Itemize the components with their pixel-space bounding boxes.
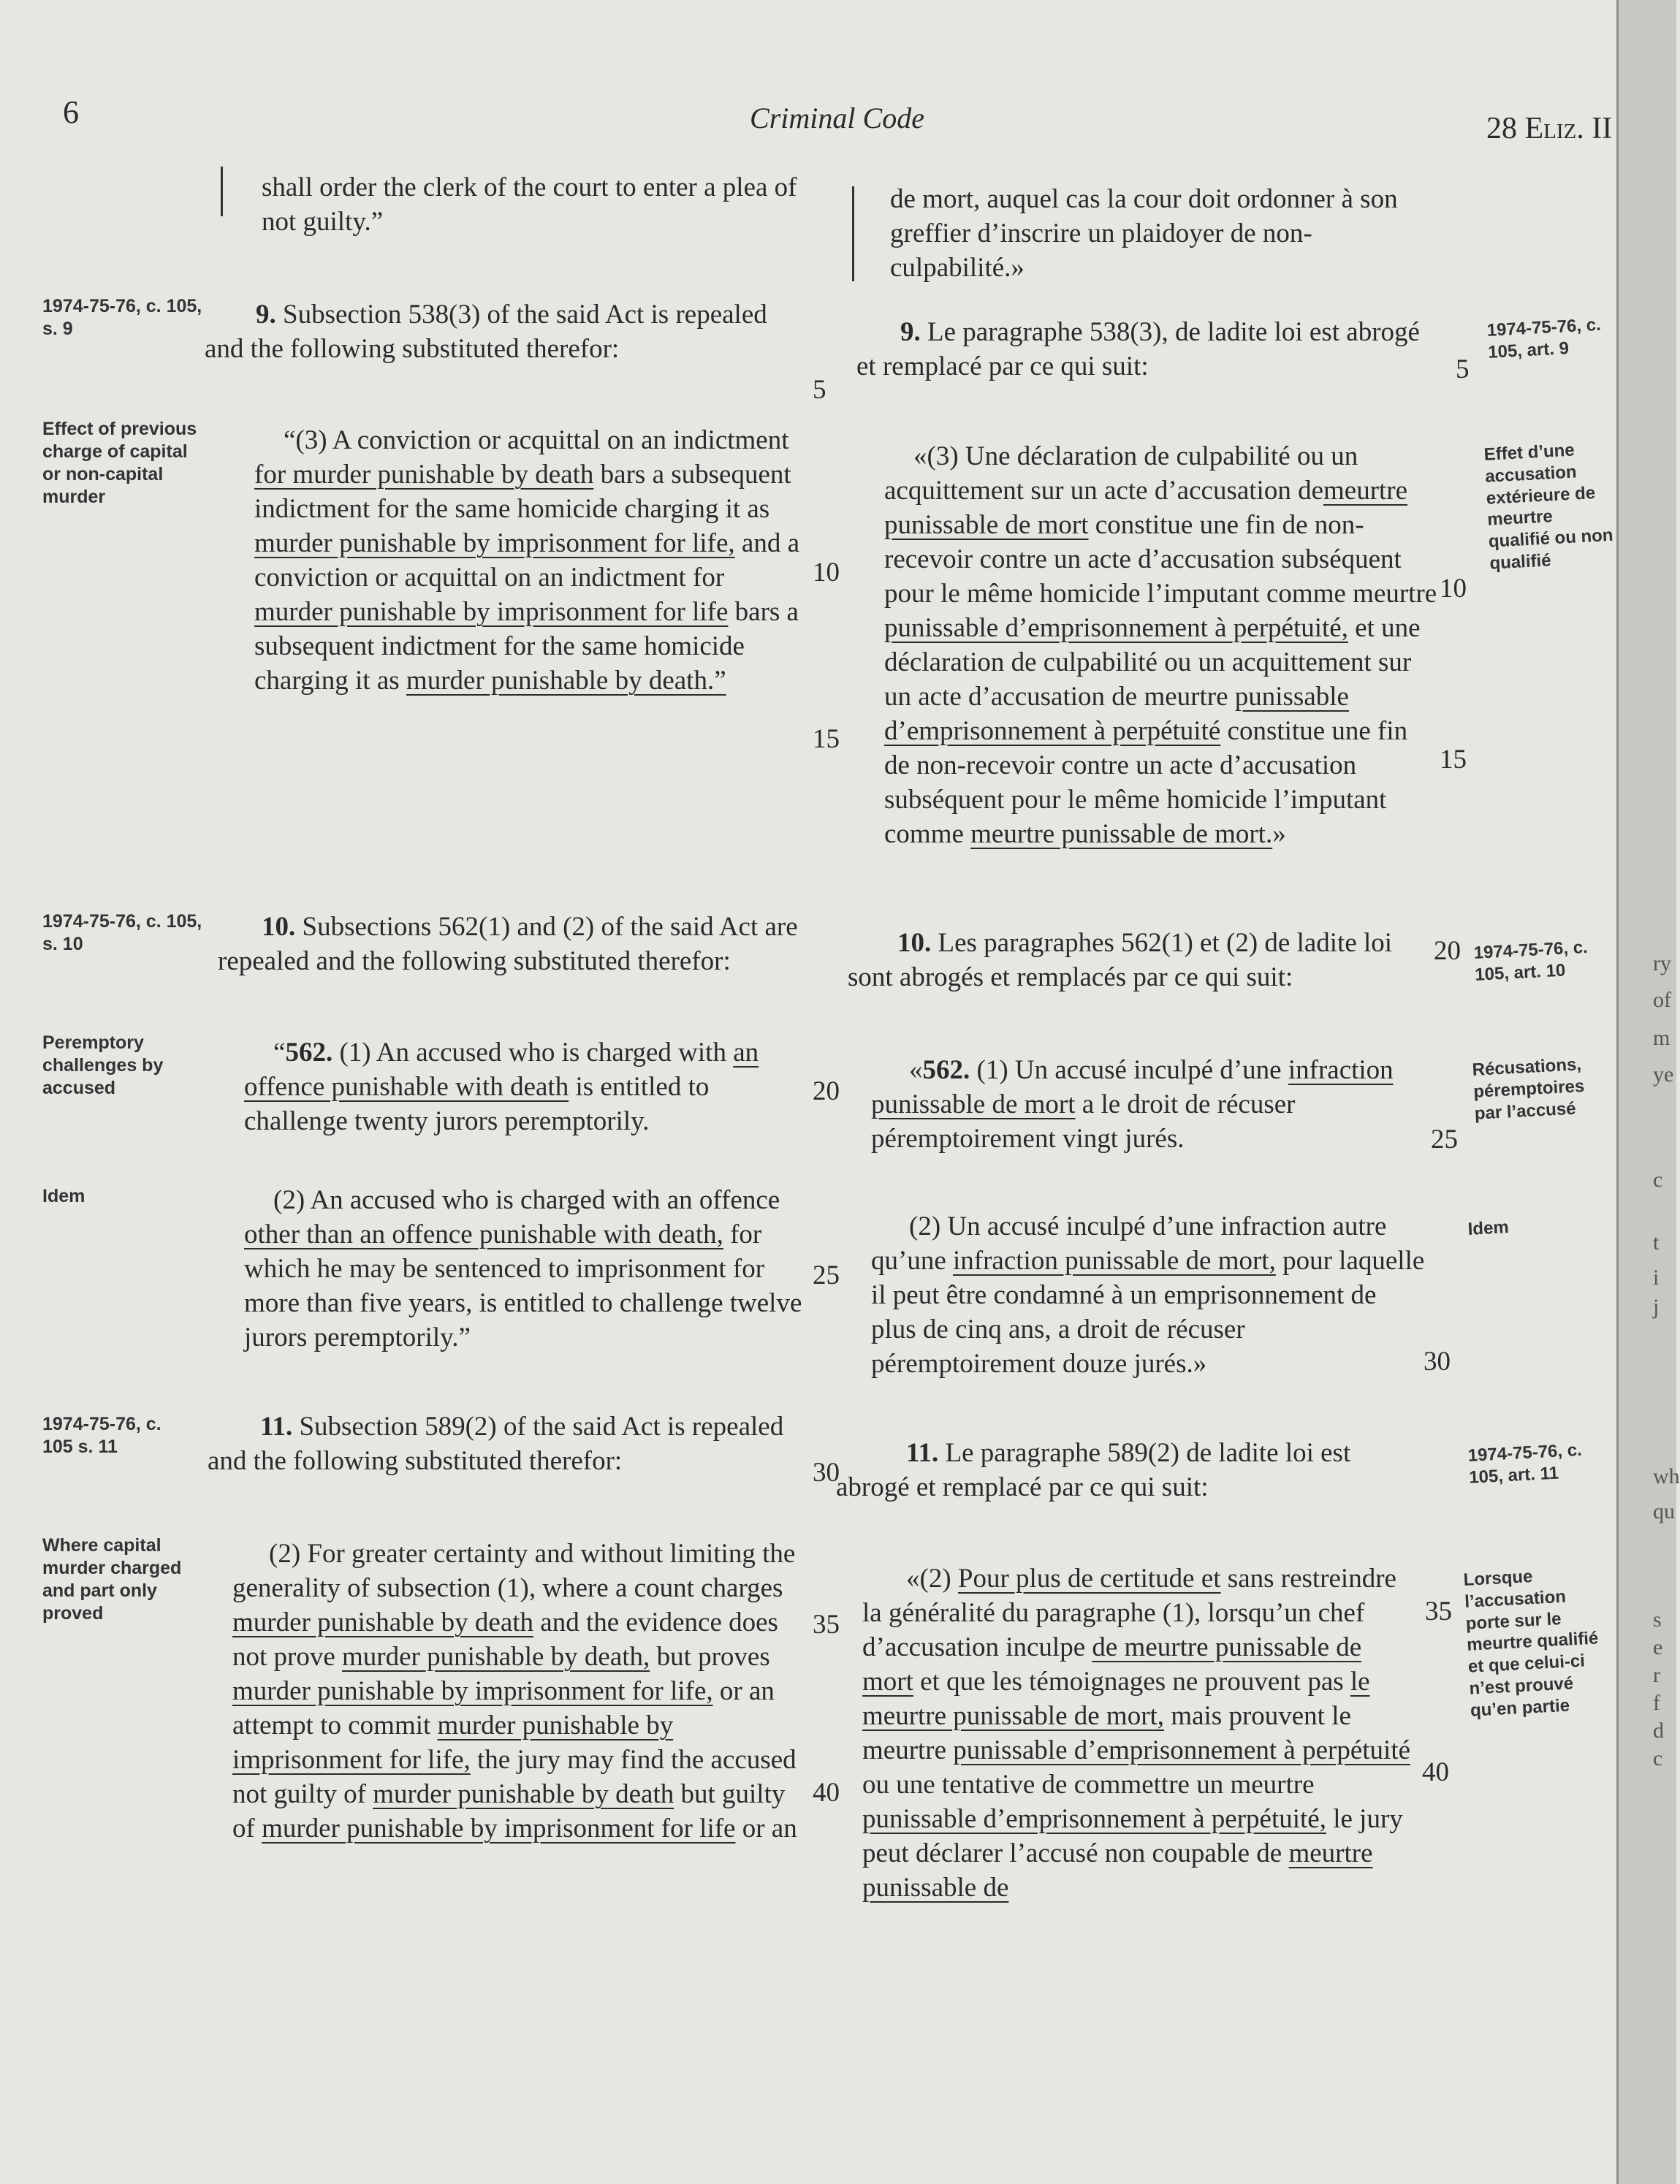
edge-fragment: e: [1653, 1635, 1663, 1659]
line-number-en: 5: [813, 375, 826, 405]
margin-note-right: 1974-75-76, c. 105, art. 10: [1473, 937, 1589, 985]
fr-section-10-quote-1: «562. (1) Un accusé inculpé d’une infraction punissable de mort a le droit de récuser péremptoirement vingt jurés.: [871, 1055, 1394, 1154]
fr-section-11-quote: «(2) Pour plus de certitude et sans restreindre la généralité du paragraphe (1), lorsqu’un chef d’accusation inculpe de meurtre punissable de mort et que les témoignages ne prouvent pas le meurtre punissable de mort, mais prouvent le meurtre punissable d’emprisonnement à perpétuité ou une tentative de commettre un meurtre punissable d’emprisonnement à perpétuité, le jury peut déclarer l’accusé non coupable de meurtre punissable de: [862, 1564, 1411, 1903]
line-number-en: 20: [813, 1076, 840, 1106]
fr-section-9-quote: «(3) Une déclaration de culpabilité ou un acquittement sur un acte d’accusation demeurtre punissable de mort constitue une fin de non-recevoir contre un acte d’accusation subséquent pour le même homicide l’imputant comme meurtre punissable d’emprisonnement à perpétuité, et une déclaration de culpabilité ou un acquittement sur un acte d’accusation de meurtre punissable d’emprisonnement à perpétuité constitue une fin de non-recevoir contre un acte d’accusation subséquent pour le même homicide l’imputant comme meurtre punissable de mort.»: [884, 441, 1437, 849]
edge-fragment: of: [1653, 988, 1671, 1012]
page-title: Criminal Code: [750, 102, 924, 134]
margin-note-right: Idem: [1467, 1217, 1510, 1239]
edge-fragment: i: [1653, 1266, 1660, 1290]
edge-fragment: ye: [1653, 1062, 1674, 1087]
edge-fragment: wh: [1653, 1464, 1680, 1488]
en-section-11-quote: (2) For greater certainty and without limiting the generality of subsection (1), where a count charges murder punishable by death and the evidence does not prove murder punishable by death, but proves murder punishable by imprisonment for life, or an attempt to commit murder punishable by imprisonment for life, the jury may find the accused not guilty of murder punishable by death but guilty of murder punishable by imprisonment for life or an: [232, 1539, 797, 1844]
edge-fragment: t: [1653, 1230, 1660, 1255]
fr-continuation: de mort, auquel cas la cour doit ordonner à son greffier d’inscrire un plaidoyer de non-culpabilité.»: [890, 184, 1398, 283]
line-number-en: 35: [813, 1610, 840, 1640]
en-continuation: shall order the clerk of the court to enter a plea of not guilty.”: [262, 172, 797, 237]
line-number-fr: 40: [1422, 1757, 1449, 1787]
change-bar-left: [221, 167, 223, 216]
edge-fragment: d: [1653, 1719, 1664, 1743]
line-number-fr: 20: [1434, 936, 1461, 966]
fr-section-9: 9. Le paragraphe 538(3), de ladite loi est abrogé et remplacé par ce qui suit:: [856, 317, 1420, 381]
margin-note-right: Effet d’une accusation extérieure de meurtre qualifié ou non qualifié: [1483, 440, 1614, 574]
edge-fragment: ry: [1653, 951, 1671, 975]
margin-note-left: 1974-75-76, c. 105 s. 11: [42, 1414, 161, 1457]
page-number: 6: [63, 94, 79, 130]
edge-fragment: m: [1653, 1026, 1671, 1050]
margin-note-right: 1974-75-76, c. 105, art. 9: [1486, 314, 1602, 362]
en-section-10-quote-2: (2) An accused who is charged with an offence other than an offence punishable with death, for which he may be sentenced to imprisonment for more than five years, is entitled to challenge twelve jurors peremptorily.”: [244, 1185, 802, 1352]
line-number-fr: 15: [1440, 745, 1467, 775]
line-number-fr: 30: [1424, 1347, 1451, 1377]
en-section-11: 11. Subsection 589(2) of the said Act is repealed and the following substituted therefor:: [208, 1412, 784, 1476]
line-number-en: 25: [813, 1260, 840, 1290]
line-number-en: 15: [813, 724, 840, 754]
margin-note-left: Idem: [42, 1186, 85, 1206]
en-section-9-quote: “(3) A conviction or acquittal on an indictment for murder punishable by death bars a subsequent indictment for the same homicide charging it as murder punishable by imprisonment for life, and a conviction or acquittal on an indictment for murder punishable by imprisonment for life bars a subsequent indictment for the same homicide charging it as murder punishable by death.”: [254, 425, 799, 696]
en-section-9: 9. Subsection 538(3) of the said Act is repealed and the following substituted therefor:: [205, 300, 767, 364]
edge-fragment: f: [1653, 1691, 1660, 1715]
line-number-en: 30: [813, 1458, 840, 1488]
margin-note-left: 1974-75-76, c. 105, s. 10: [42, 911, 202, 954]
adjacent-page-edge: [1616, 0, 1676, 2184]
edge-fragment: s: [1653, 1607, 1662, 1632]
edge-fragment: qu: [1653, 1499, 1675, 1523]
line-number-fr: 25: [1431, 1125, 1458, 1154]
edge-fragment: r: [1653, 1663, 1660, 1687]
change-bar-right: [852, 186, 854, 281]
fr-section-10-quote-2: (2) Un accusé inculpé d’une infraction autre qu’une infraction punissable de mort, pour laquelle il peut être condamné à un emprisonnement de plus de cinq ans, a droit de récuser péremptoirement douze jurés.»: [871, 1211, 1425, 1379]
margin-note-left: Peremptory challenges by accused: [42, 1032, 164, 1098]
line-number-en: 40: [813, 1778, 840, 1808]
edge-fragment: c: [1653, 1746, 1663, 1770]
margin-note-left: 1974-75-76, c. 105, s. 9: [42, 296, 202, 339]
edge-fragment: j: [1653, 1295, 1660, 1319]
line-number-fr: 10: [1440, 574, 1467, 604]
fr-section-11: 11. Le paragraphe 589(2) de ladite loi est abrogé et remplacé par ce qui suit:: [836, 1438, 1351, 1502]
margin-note-right: Lorsque l’accusation porte sur le meurtre qualifié et que celui-ci n’est prouvé qu’en partie: [1463, 1567, 1599, 1721]
margin-note-right: 1974-75-76, c. 105, art. 11: [1467, 1439, 1583, 1488]
en-section-10-quote-1: “562. (1) An accused who is charged with an offence punishable with death is entitled to challenge twenty jurors peremptorily.: [244, 1038, 759, 1136]
line-number-fr: 5: [1456, 354, 1470, 384]
regnal-year: 28 Eliz. II: [1486, 112, 1613, 145]
margin-note-left: Effect of previous charge of capital or non-capital murder: [42, 419, 197, 507]
en-section-10: 10. Subsections 562(1) and (2) of the said Act are repealed and the following substituted therefor:: [218, 912, 798, 976]
edge-fragment: c: [1653, 1168, 1663, 1192]
margin-note-left: Where capital murder charged and part only proved: [42, 1535, 182, 1624]
line-number-fr: 35: [1425, 1597, 1452, 1626]
margin-note-right: Récusations, péremptoires par l’accusé: [1472, 1054, 1585, 1124]
fr-section-10: 10. Les paragraphes 562(1) et (2) de ladite loi sont abrogés et remplacés par ce qui suit:: [848, 928, 1393, 992]
line-number-en: 10: [813, 558, 840, 587]
